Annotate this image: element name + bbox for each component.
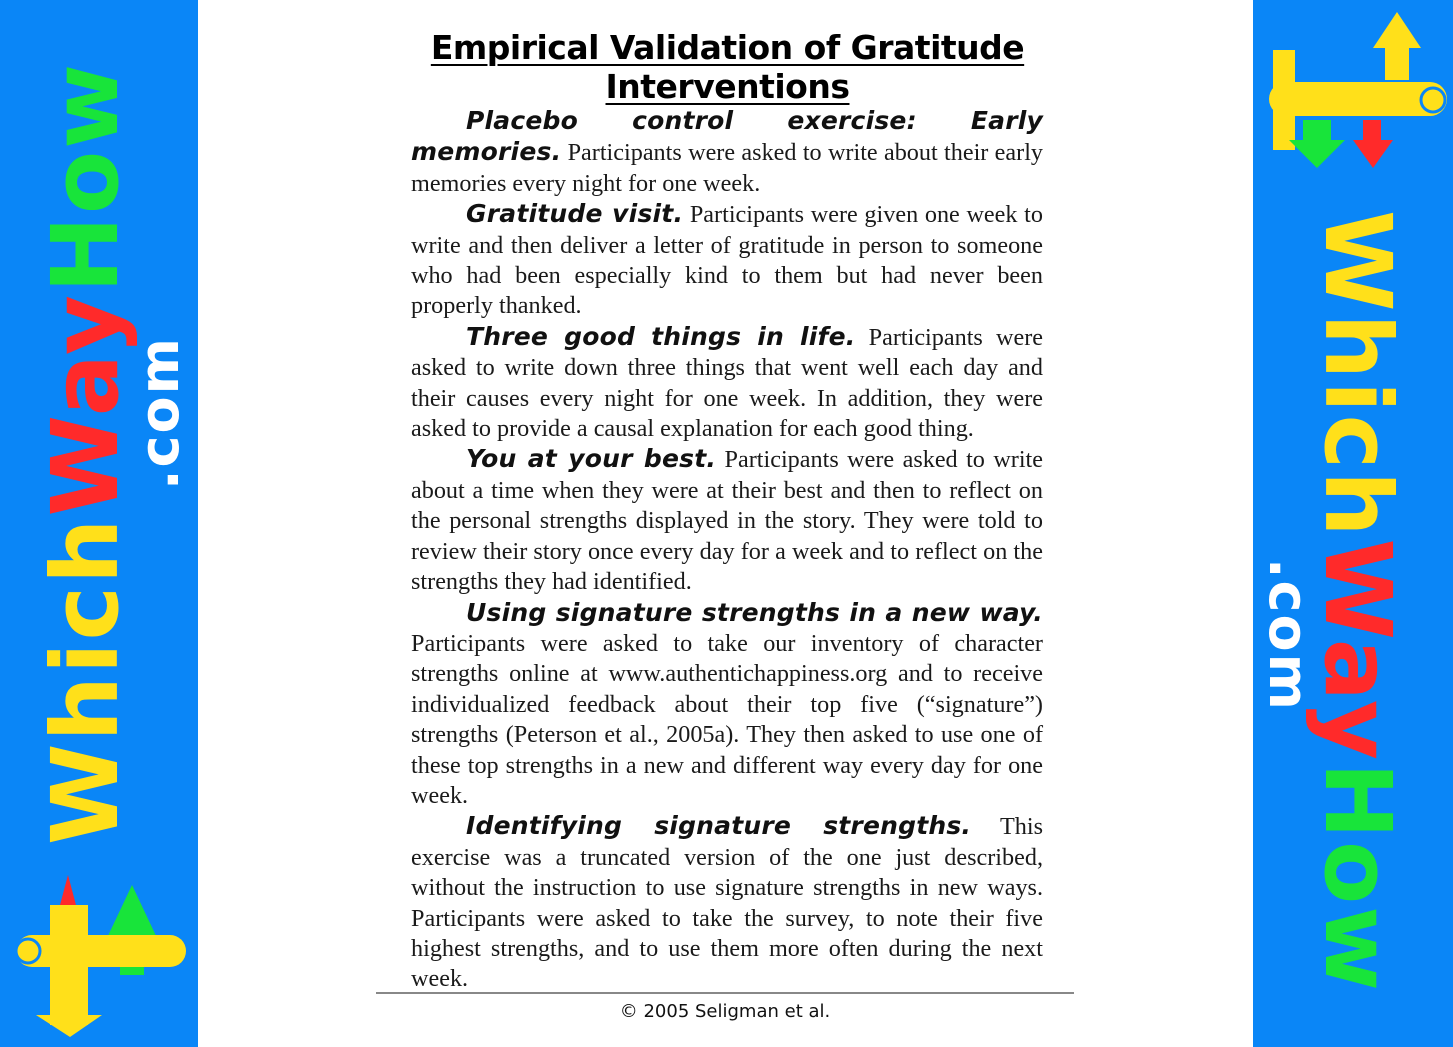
copyright-footer: © 2005 Seligman et al. <box>619 1001 831 1022</box>
section-placebo <box>411 106 1043 199</box>
section-body: Participants were asked to take our inventory of character strengths online at www.authentichappiness.org and to receive individualized feedback about their top five (“signature”) strengths (Peterson et al., 2005a). They then asked to use one of these top strengths in a new and different way every day for one week. <box>411 629 1043 809</box>
page-title: Empirical Validation of Gratitude Interventions <box>430 28 1025 106</box>
footer-divider <box>376 992 1074 994</box>
right-brand-sidebar <box>1253 0 1453 1047</box>
right-brand-text <box>1304 210 1411 994</box>
section-heading: Using signature strengths in a new way. <box>466 597 1043 627</box>
brand-way: Way <box>32 293 139 517</box>
section-heading: Gratitude visit. <box>466 199 684 229</box>
section-body: Participants were asked to write about a time when they were at their best and then to reflect on the personal strengths displayed in the story. They were told to review their story once every day for a week and to reflect on the strengths they had identified. <box>411 446 1044 596</box>
section-body: This exercise was a truncated version of the one just described, without the instruction to use signature strengths in new ways. Participants were asked to take the survey, to note their five highest strengths, and to use them more often during the next week. <box>411 813 1043 993</box>
brand-way: Way <box>1304 538 1411 762</box>
section-body: Participants were asked to write down three things that went well each day and their causes every night for one week. In addition, they were asked to provide a causal explanation for each good thing. <box>411 323 1043 443</box>
section-heading: Placebo control exercise: Early memories. <box>411 106 1043 167</box>
document-body <box>411 106 1043 995</box>
brand-logo-icon <box>6 865 191 1040</box>
brand-which: Which <box>32 516 139 845</box>
brand-how: How <box>32 61 139 294</box>
section-heading: You at your best. <box>466 444 717 474</box>
brand-how: How <box>1304 761 1411 994</box>
brand-logo-icon <box>1263 10 1448 185</box>
section-body: Participants were asked to write about their early memories every night for one week. <box>411 139 1044 197</box>
section-signature-strengths-new-way <box>411 598 1043 812</box>
left-brand-text <box>32 61 139 845</box>
right-brand-dotcom: .com <box>1257 558 1320 712</box>
section-three-good-things <box>411 322 1043 445</box>
left-brand-sidebar <box>0 0 198 1047</box>
section-you-at-your-best <box>411 444 1043 597</box>
brand-which: Which <box>1304 210 1411 539</box>
section-heading: Identifying signature strengths. <box>466 811 972 841</box>
section-identifying-signature-strengths <box>411 811 1043 994</box>
section-body: Participants were given one week to write and then deliver a letter of gratitude in person to someone who had been especially kind to them but had never been properly thanked. <box>411 201 1044 320</box>
left-brand-dotcom: .com <box>128 336 191 490</box>
section-heading: Three good things in life. <box>466 321 856 351</box>
section-gratitude-visit <box>411 199 1043 322</box>
